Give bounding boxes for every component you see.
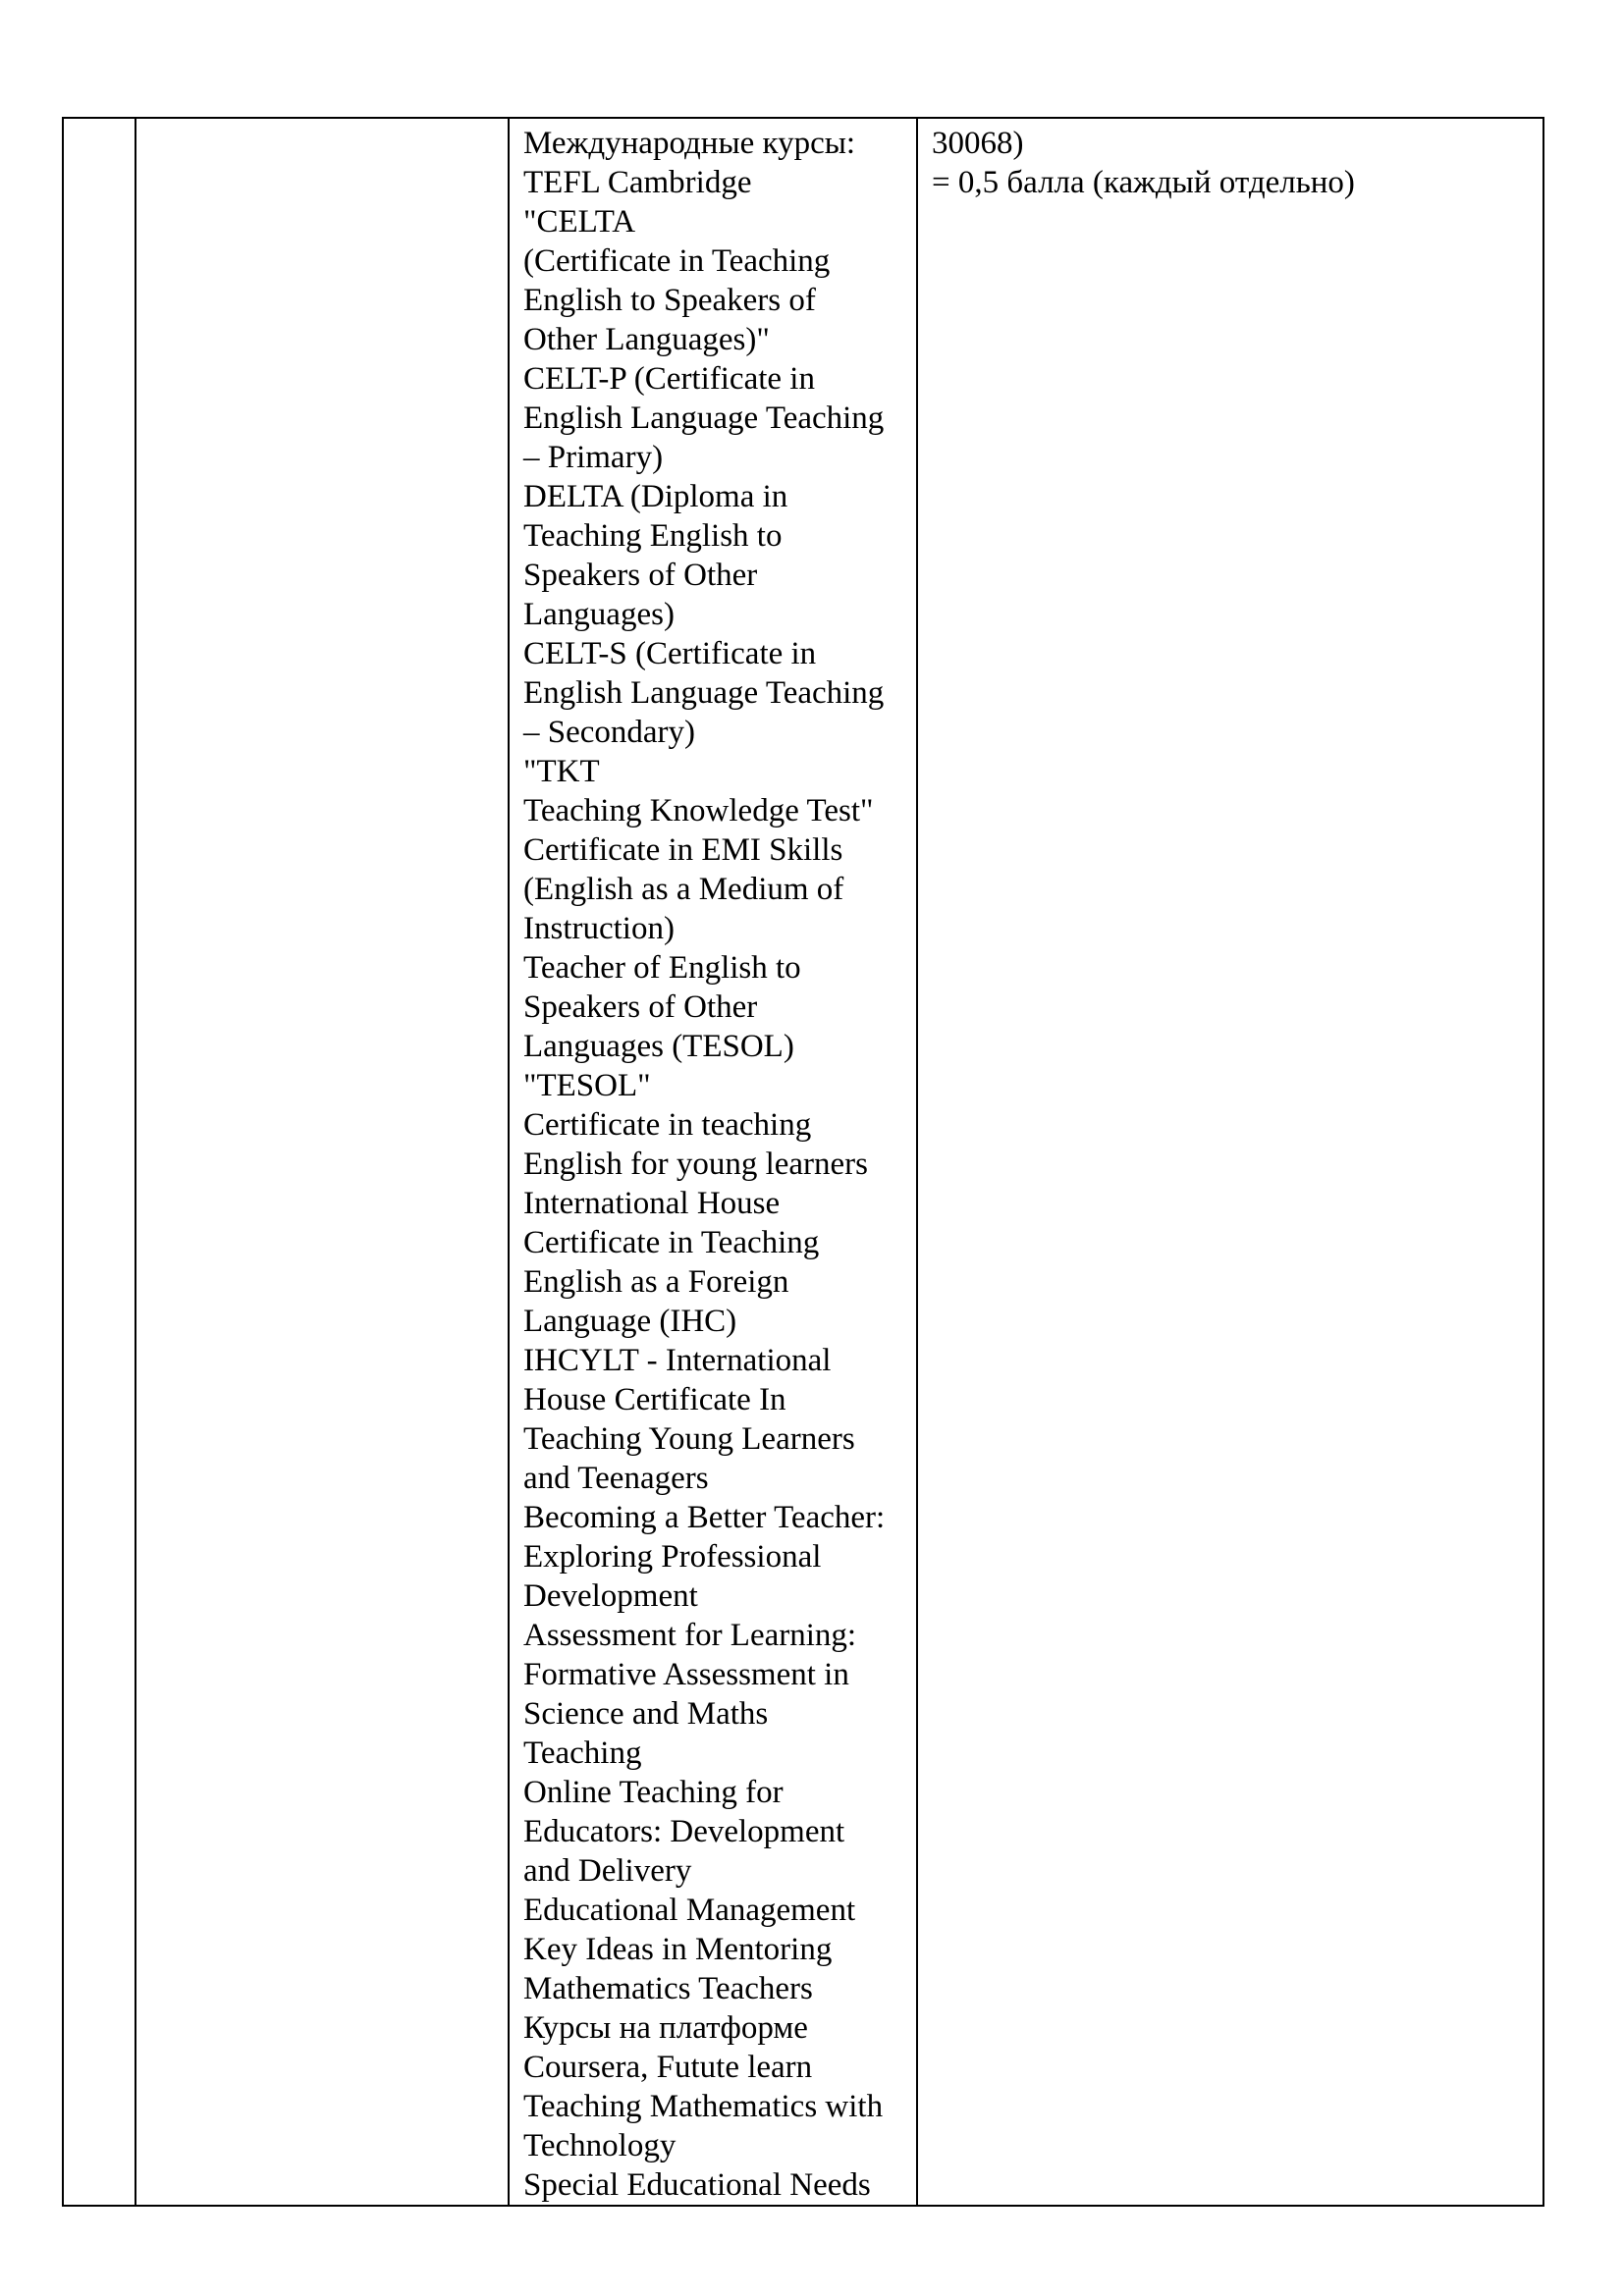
text-line: (English as a Medium of: [523, 872, 844, 907]
text-line: CELT-S (Certificate in: [523, 636, 817, 671]
text-line: English Language Teaching: [523, 400, 885, 436]
text-line: Key Ideas in Mentoring: [523, 1932, 833, 1967]
text-line: Coursera, Futute learn: [523, 2050, 813, 2085]
text-line: Международные курсы:: [523, 126, 856, 161]
text-line: Курсы на платформе: [523, 2010, 808, 2046]
text-line: Teaching: [523, 1735, 642, 1771]
text-line: 30068): [932, 126, 1024, 161]
score-cell: [917, 118, 1543, 2206]
text-line: – Secondary): [523, 715, 696, 750]
text-line: Online Teaching for: [523, 1775, 784, 1810]
text-line: Exploring Professional: [523, 1539, 822, 1575]
text-line: Educational Management: [523, 1893, 856, 1928]
text-line: English as a Foreign: [523, 1264, 789, 1300]
text-line: Special Educational Needs: [523, 2167, 871, 2203]
text-line: Teaching Mathematics with: [523, 2089, 884, 2124]
text-line: "CELTA: [523, 204, 636, 240]
text-line: Teaching Young Learners: [523, 1421, 855, 1457]
text-line: "TESOL": [523, 1068, 651, 1103]
text-line: Certificate in EMI Skills: [523, 832, 843, 868]
text-line: English Language Teaching: [523, 675, 885, 711]
text-line: and Teenagers: [523, 1461, 709, 1496]
text-line: Languages (TESOL): [523, 1029, 794, 1064]
text-line: Language (IHC): [523, 1304, 737, 1339]
courses-cell: [509, 118, 917, 2206]
text-line: Technology: [523, 2128, 677, 2163]
text-line: English for young learners: [523, 1147, 868, 1182]
text-line: CELT-P (Certificate in: [523, 361, 815, 397]
text-line: = 0,5 балла (каждый отдельно): [932, 165, 1355, 200]
table-row: [63, 118, 1543, 2206]
text-line: Speakers of Other: [523, 989, 758, 1025]
text-line: Formative Assessment in: [523, 1657, 849, 1692]
text-line: Languages): [523, 597, 675, 632]
text-line: (Certificate in Teaching: [523, 243, 831, 279]
text-line: Science and Maths: [523, 1696, 769, 1732]
text-line: House Certificate In: [523, 1382, 786, 1417]
text-line: International House: [523, 1186, 781, 1221]
text-line: Teaching Knowledge Test": [523, 793, 874, 828]
text-line: English to Speakers of: [523, 283, 816, 318]
text-line: Certificate in Teaching: [523, 1225, 820, 1260]
text-line: Other Languages)": [523, 322, 770, 357]
text-line: Becoming a Better Teacher:: [523, 1500, 886, 1535]
text-line: Instruction): [523, 911, 675, 946]
text-line: Educators: Development: [523, 1814, 845, 1849]
text-line: – Primary): [523, 440, 664, 475]
courses-list: [510, 119, 916, 2205]
text-line: and Delivery: [523, 1853, 692, 1889]
text-line: Teacher of English to: [523, 950, 801, 986]
text-line: Speakers of Other: [523, 558, 758, 593]
text-line: Teaching English to: [523, 518, 783, 554]
text-line: Assessment for Learning:: [523, 1618, 857, 1653]
number-cell: [63, 118, 135, 2206]
criteria-table: [62, 117, 1544, 2207]
text-line: TEFL Cambridge: [523, 165, 752, 200]
text-line: DELTA (Diploma in: [523, 479, 788, 514]
name-cell: [135, 118, 509, 2206]
score-text: [918, 119, 1543, 202]
text-line: Certificate in teaching: [523, 1107, 812, 1143]
text-line: Development: [523, 1578, 698, 1614]
text-line: IHCYLT - International: [523, 1343, 832, 1378]
text-line: "TKT: [523, 754, 600, 789]
text-line: Mathematics Teachers: [523, 1971, 813, 2006]
